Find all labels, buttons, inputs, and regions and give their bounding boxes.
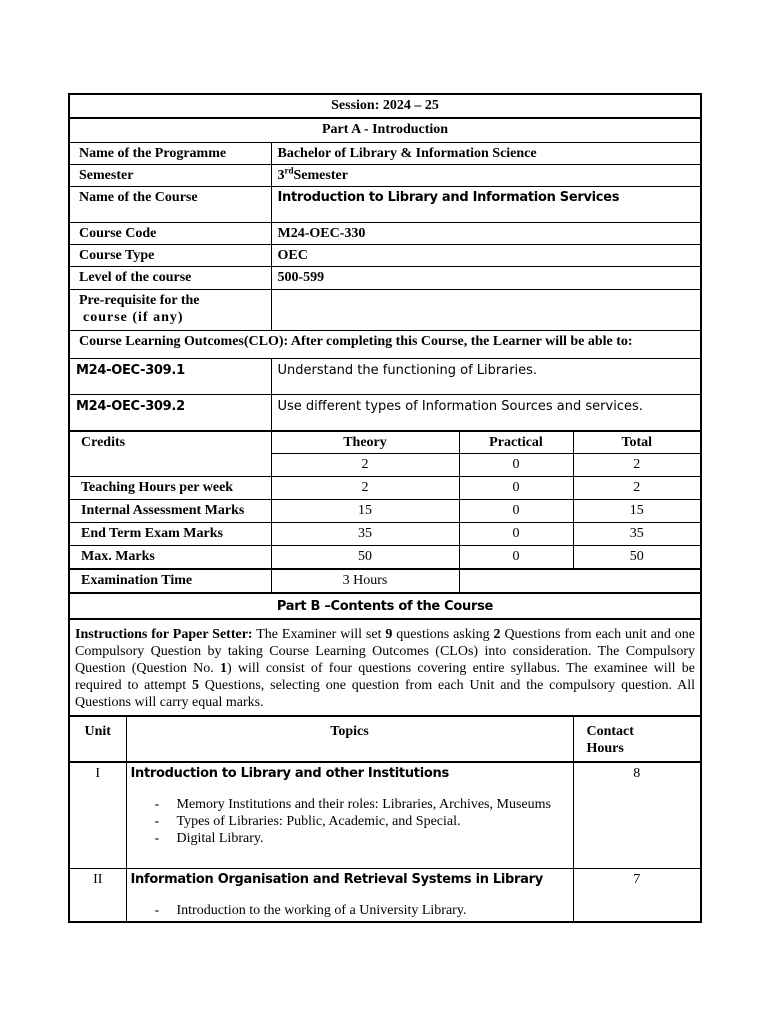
level-value: 500-599	[271, 266, 701, 289]
unit-title: Information Organisation and Retrieval Systems in Library	[130, 871, 543, 887]
part-b-title: Part B –Contents of the Course	[69, 593, 701, 619]
course-type-label: Course Type	[69, 244, 271, 266]
instructions-part: ) will consist of four questions covering entire syllabus. The examinee will be required to attempt	[75, 661, 695, 693]
list-item: - Introduction to the working of a University Library.	[155, 902, 567, 919]
instructions-row	[69, 619, 701, 716]
marks-total: 2	[573, 477, 701, 500]
marks-theory: 15	[271, 500, 459, 523]
hours-header-line1: Contact	[586, 724, 634, 739]
clo-code: M24-OEC-309.2	[69, 394, 271, 430]
exam-time-row	[69, 569, 701, 593]
unit-hours: 7	[573, 868, 701, 922]
unit-content	[126, 762, 573, 868]
marks-label: End Term Exam Marks	[69, 523, 271, 546]
marks-practical: 0	[459, 500, 573, 523]
marks-label: Max. Marks	[69, 546, 271, 569]
topic-list	[131, 796, 567, 847]
course-name-row	[69, 186, 701, 222]
marks-row	[69, 546, 701, 569]
unit-number: I	[69, 762, 126, 868]
instructions-part: questions asking	[392, 627, 494, 642]
clo-heading: Course Learning Outcomes(CLO): After completing this Course, the Learner will be able to:	[69, 330, 701, 358]
instructions-number: 9	[385, 627, 393, 642]
list-item: - Memory Institutions and their roles: Libraries, Archives, Museums	[155, 796, 567, 813]
practical-header: Practical	[459, 431, 573, 454]
marks-practical: 0	[459, 523, 573, 546]
course-code-label: Course Code	[69, 222, 271, 244]
programme-value: Bachelor of Library & Information Science	[271, 142, 701, 164]
instructions-number: 1	[219, 661, 227, 676]
part-a-row	[69, 118, 701, 142]
clo-text: Use different types of Information Sources and services.	[271, 394, 701, 430]
semester-number: 3	[277, 167, 285, 183]
part-a-title: Part A - Introduction	[69, 118, 701, 142]
credits-table	[68, 430, 702, 594]
unit-title: Introduction to Library and other Institutions	[130, 766, 449, 781]
marks-total: 50	[573, 546, 701, 569]
credits-label: Credits	[69, 431, 271, 477]
exam-time-label: Examination Time	[69, 569, 271, 593]
marks-label: Internal Assessment Marks	[69, 500, 271, 523]
topic-list	[131, 902, 567, 919]
units-header-row	[69, 716, 701, 762]
course-code-row	[69, 222, 701, 244]
theory-header: Theory	[271, 431, 459, 454]
clo-row	[69, 358, 701, 394]
prereq-row	[69, 289, 701, 330]
course-name-value: Introduction to Library and Information Services	[271, 186, 701, 222]
prereq-value	[271, 289, 701, 330]
part-b-table	[68, 592, 702, 923]
programme-row	[69, 142, 701, 164]
marks-theory: 2	[271, 477, 459, 500]
session-title: Session: 2024 – 25	[69, 94, 701, 118]
syllabus-page	[68, 93, 700, 923]
prereq-label-line1: Pre-requisite for the	[79, 292, 200, 308]
hours-header-line2: Hours	[586, 741, 624, 756]
clo-text: Understand the functioning of Libraries.	[271, 358, 701, 394]
total-header: Total	[573, 431, 701, 454]
instructions-part: Questions from each unit and one Compulsory Question by taking Course Learning Outcomes (CLOs) into consideration. The Compulsory Question (Question No.	[75, 627, 696, 676]
clo-code: M24-OEC-309.1	[69, 358, 271, 394]
level-row	[69, 266, 701, 289]
clo-row	[69, 394, 701, 430]
credits-theory: 2	[271, 454, 459, 477]
exam-time-empty	[459, 569, 701, 593]
list-item: - Types of Libraries: Public, Academic, and Special.	[155, 813, 567, 830]
marks-row	[69, 523, 701, 546]
level-label: Level of the course	[69, 266, 271, 289]
topics-header: Topics	[126, 716, 573, 762]
course-name-label: Name of the Course	[69, 186, 271, 222]
hours-header	[573, 716, 701, 762]
course-code-value: M24-OEC-330	[271, 222, 701, 244]
exam-time-value: 3 Hours	[271, 569, 459, 593]
semester-word: Semester	[293, 167, 348, 183]
instructions-part: Questions, selecting one question from each Unit and the compulsory question. All Questions will carry equal marks.	[75, 678, 695, 710]
programme-label: Name of the Programme	[69, 142, 271, 164]
marks-theory: 50	[271, 546, 459, 569]
semester-label: Semester	[69, 164, 271, 186]
marks-row	[69, 500, 701, 523]
clo-heading-row	[69, 330, 701, 358]
instructions-number: 2	[493, 627, 501, 642]
instructions-number: 5	[191, 678, 199, 693]
semester-suffix: rd	[284, 164, 294, 175]
instructions-lead: Instructions for Paper Setter:	[75, 627, 253, 642]
list-item: - Digital Library.	[155, 830, 567, 847]
marks-theory: 35	[271, 523, 459, 546]
course-type-row	[69, 244, 701, 266]
instructions-part: The Examiner will set	[252, 627, 386, 642]
prereq-label-line2: course (if any)	[83, 309, 184, 325]
marks-label: Teaching Hours per week	[69, 477, 271, 500]
marks-practical: 0	[459, 477, 573, 500]
credits-header-row	[69, 431, 701, 454]
semester-value	[271, 164, 701, 186]
semester-row	[69, 164, 701, 186]
marks-row	[69, 477, 701, 500]
unit-number: II	[69, 868, 126, 922]
course-type-value: OEC	[271, 244, 701, 266]
credits-practical: 0	[459, 454, 573, 477]
unit-hours: 8	[573, 762, 701, 868]
prereq-label	[69, 289, 271, 330]
marks-total: 35	[573, 523, 701, 546]
instructions-text	[69, 619, 701, 716]
part-a-table	[68, 93, 702, 431]
marks-practical: 0	[459, 546, 573, 569]
unit-content	[126, 868, 573, 922]
part-b-row	[69, 593, 701, 619]
unit-row	[69, 762, 701, 868]
session-row	[69, 94, 701, 118]
unit-header: Unit	[69, 716, 126, 762]
marks-total: 15	[573, 500, 701, 523]
unit-row	[69, 868, 701, 922]
credits-total: 2	[573, 454, 701, 477]
